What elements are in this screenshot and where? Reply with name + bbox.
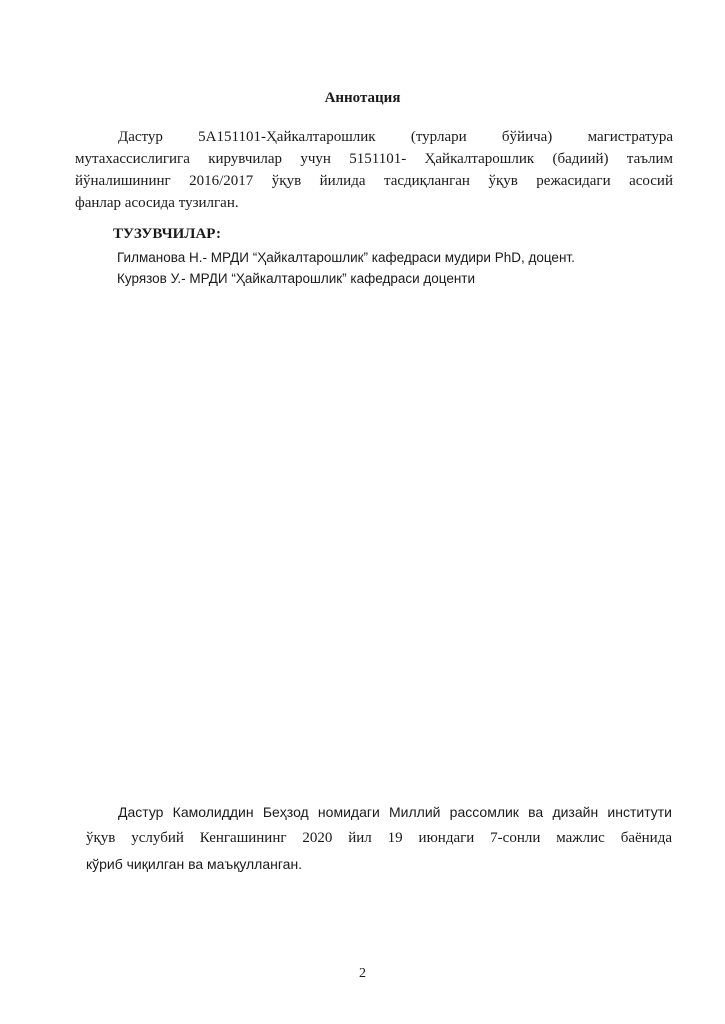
- intro-line-2: мутахассислигига кирувчилар учун 5151101- Ҳайкалтарошлик (бадиий) таълим: [75, 151, 673, 167]
- intro-paragraph: [75, 126, 673, 214]
- intro-line-3: йўналишининг 2016/2017 ўқув йилида тасдиқланган ўқув режасидаги асосий: [75, 173, 673, 189]
- annotation-heading: Аннотация: [324, 90, 401, 106]
- page-number: 2: [359, 966, 366, 981]
- approval-line-2: ўқув услубий Кенгашининг 2020 йил 19 июндаги 7-сонли мажлис баёнида: [86, 830, 672, 846]
- approval-line-1: Дастур Камолиддин Беҳзод номидаги Миллий рассомлик ва дизайн институти: [118, 804, 672, 820]
- author-line-1: Гилманова Н.- МРДИ “Ҳайкалтарошлик” кафедраси мудири PhD, доцент.: [117, 250, 575, 265]
- approval-line-3: кўриб чиқилган ва маъқулланган.: [86, 856, 303, 872]
- intro-line-4: фанлар асосида тузилган.: [75, 195, 239, 211]
- authors-title: ТУЗУВЧИЛАР:: [113, 226, 222, 242]
- intro-line-1: Дастур 5А151101-Ҳайкалтарошлик (турлари бўйича) магистратура: [118, 129, 673, 145]
- author-line-2: Курязов У.- МРДИ “Ҳайкалтарошлик” кафедраси доценти: [117, 271, 476, 286]
- approval-paragraph: [86, 799, 672, 877]
